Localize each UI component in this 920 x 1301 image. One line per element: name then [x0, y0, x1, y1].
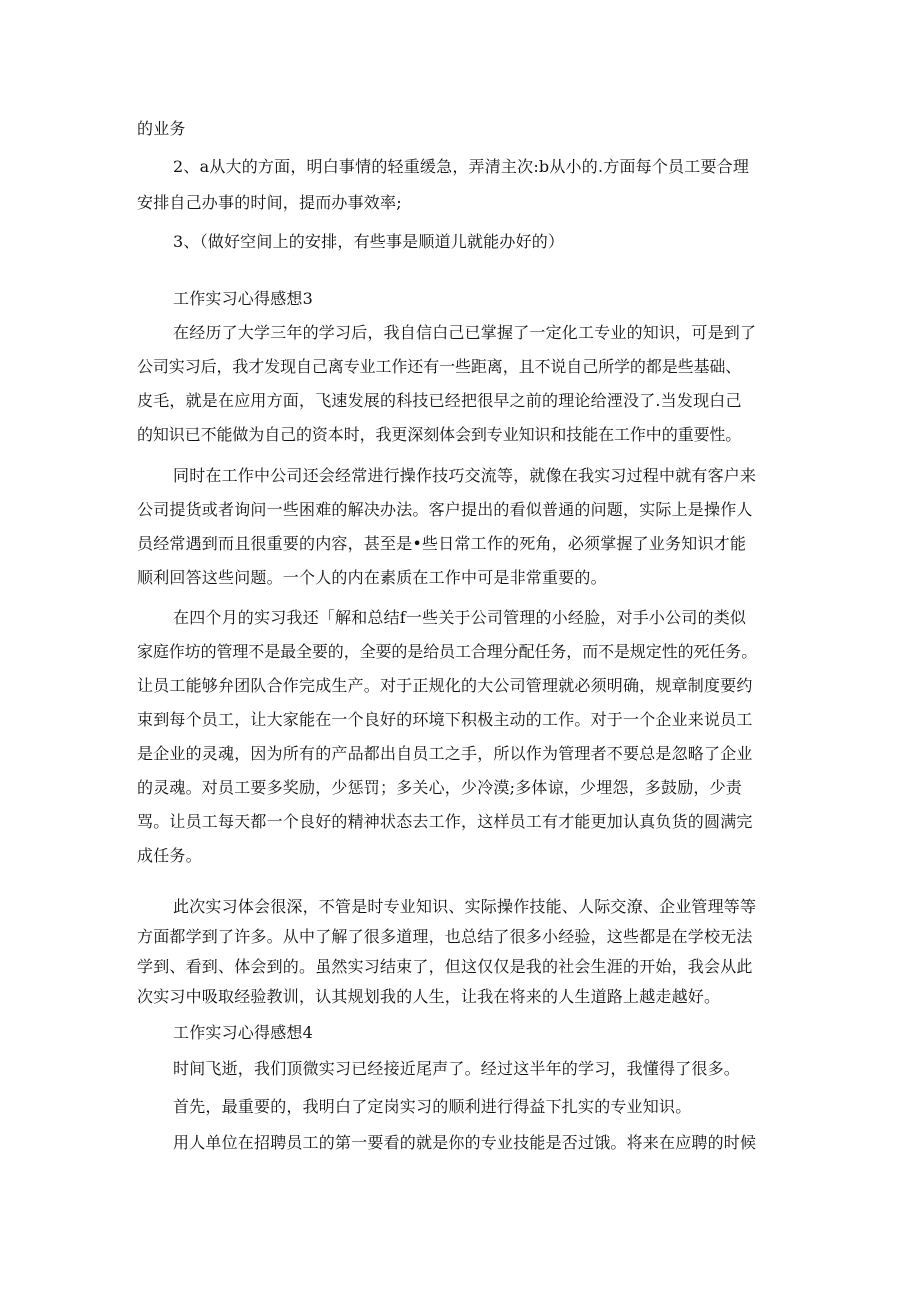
section-heading: 工作实习心得感想3 [173, 289, 313, 308]
paragraph-line: 顺利回答这些问题。一个人的内在素质在工作中可是非常重要的。 [137, 568, 607, 587]
section-heading: 工作实习心得感想4 [173, 1023, 313, 1042]
paragraph-line: 让员工能够弁团队合作完成生产。对于正规化的大公司管理就必须明确，规章制度要约 [137, 676, 753, 695]
paragraph-line: 皮毛，就是在应用方面，飞速发展的科技已经把很早之前的理论给湮没了.当发现白己 [137, 391, 742, 410]
paragraph-line: 是企业的灵魂，因为所有的产品都出自员工之手，所以作为管理者不要总是忽略了企业 [137, 744, 753, 763]
list-item-3: 3、（做好空间上的安排，有些事是顺道儿就能办好的） [173, 232, 565, 251]
paragraph-line: 此次实习体会很深，不管是时专业知识、实际操作技能、人际交潦、企业管理等等 [173, 897, 757, 916]
paragraph-line: 学到、看到、体会到的。虽然实习结束了，但这仅仅是我的社会生涯的开始，我会从此 [137, 957, 753, 976]
paragraph-line: 骂。让员工每天都一个良好的精神状态去工作，这样员工有才能更加认真负货的圆满完 [137, 812, 753, 831]
paragraph-line: 同时在工作中公司还会经常进行操作技巧交流等，就像在我实习过程中就有客户来 [173, 466, 757, 485]
text-line: 安排自己办事的时间，提而办事效率; [137, 193, 402, 212]
paragraph-line: 公司实习后，我才发现自己离专业工作还有一些距离，且不说自己所学的都是些基础、 [137, 357, 742, 376]
paragraph-line: 的灵魂。对员工要多奖励，少惩罚；多关心，少冷漠;多体谅，少埋怨，多鼓励，少责 [137, 778, 742, 797]
paragraph-line: 方面都学到了许多。从中了解了很多道理，也总结了很多小经验，这些都是在学校无法 [137, 927, 753, 946]
paragraph-line: 次实习中吸取经验教训，认其规划我的人生，让我在将来的人生道路上越走越好。 [137, 987, 721, 1006]
paragraph-line: 在经历了大学三年的学习后，我自信白己已掌握了一定化工专业的知识，可是到了 [173, 323, 757, 342]
paragraph-line: 的知识已不能做为自己的资本时，我更深刻体会到专业知识和技能在工作中的重要性。 [137, 425, 742, 444]
paragraph-line: 束到每个员工，让大家能在一个良好的环境下积极主动的工作。对于一个企业来说员工 [137, 710, 753, 729]
paragraph-line: 员经常遇到而且很重要的内容，甚至是•些日常工作的死角，必须掌握了业务知识才能 [137, 534, 747, 553]
paragraph-line: 首先，最重要的，我明白了定岗实习的顺利进行得益下扎实的专业知识。 [173, 1097, 692, 1116]
paragraph-line: 成任务。 [137, 846, 202, 865]
text-line: 的业务 [137, 119, 186, 138]
paragraph-line: 家庭作坊的管理不是最全要的，全要的是给员工合理分配任务，而不是规定性的死任务。 [137, 642, 758, 661]
paragraph-line: 公司提货或者询问一些困难的解决办法。客户提出的看似普通的问题，实际上是操作人 [137, 500, 753, 519]
paragraph-line: 时间飞逝，我们顶微实习已经接近尾声了。经过这半年的学习，我懂得了很多。 [173, 1059, 741, 1078]
paragraph-line: 用人单位在招聘员工的第一要看的就是你的专业技能是否过饿。将来在应聘的时候 [173, 1133, 757, 1152]
paragraph-line: 在四个月的实习我还「解和总结f一些关于公司管理的小经脸，对手小公司的类似 [173, 608, 747, 627]
list-item-2: 2、a从大的方面，明白事情的轻重缓急，弄清主次:b从小的.方面每个员工要合理 [173, 157, 750, 176]
